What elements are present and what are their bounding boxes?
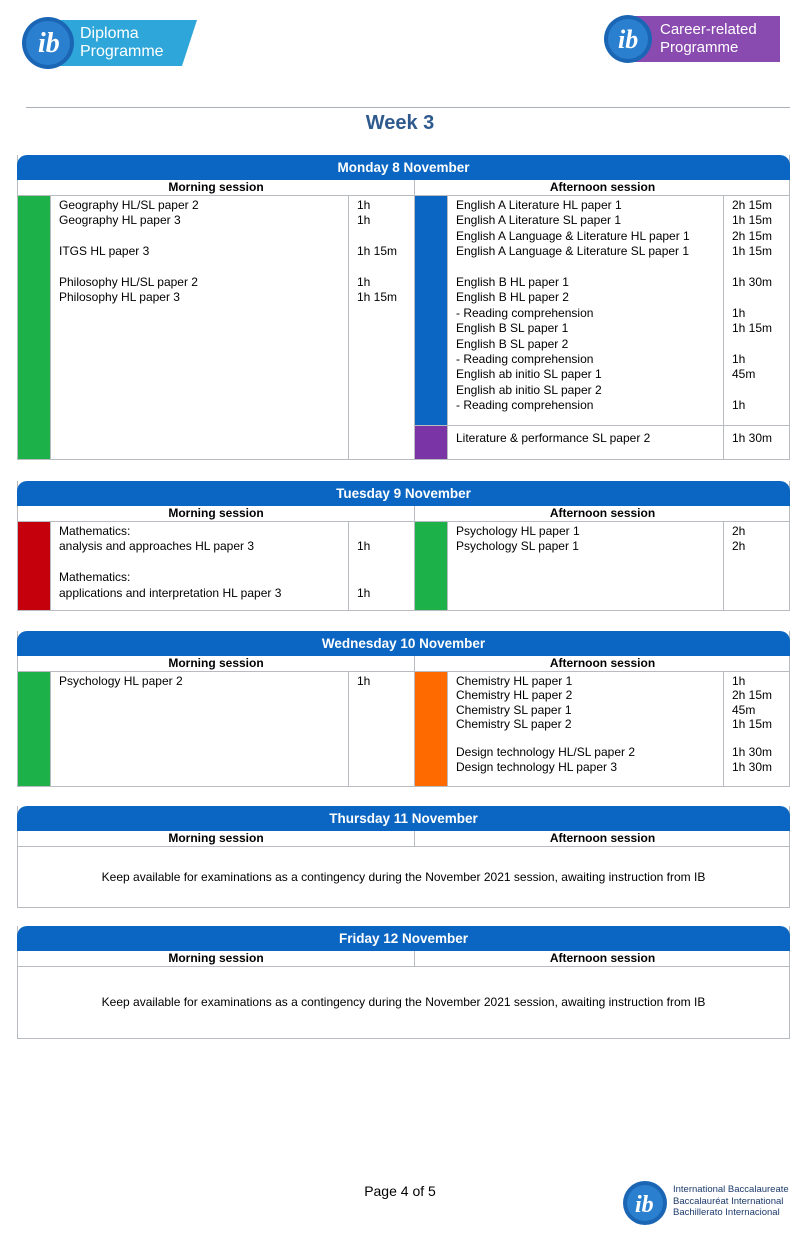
- day-table-wednesday: [17, 631, 790, 787]
- exam-duration: [357, 524, 414, 539]
- subjects-cell: [51, 196, 349, 459]
- exam-subject: English A Language & Literature HL paper 1: [456, 228, 690, 243]
- exam-duration: 1h: [357, 198, 371, 212]
- exam-duration: 1h 15m: [732, 213, 773, 228]
- session-row: [18, 656, 789, 672]
- exam-duration: [732, 260, 789, 275]
- day-body: [18, 522, 789, 610]
- footer-line-es: Bachillerato Internacional: [673, 1207, 780, 1218]
- day-table-thursday: [17, 806, 790, 908]
- exam-subject: Mathematics:: [59, 570, 131, 585]
- exam-subject: Psychology HL paper 2: [59, 674, 183, 688]
- exam-subject: - Reading comprehension: [456, 398, 594, 413]
- exam-duration: 1h 15m: [357, 244, 398, 259]
- exam-subject: analysis and approaches HL paper 3: [59, 539, 255, 554]
- exam-subject: Design technology HL/SL paper 2: [456, 745, 636, 760]
- svg-text:ib: ib: [618, 25, 639, 54]
- durations-cell: [349, 522, 414, 610]
- subject-group-color-bar: [18, 196, 51, 459]
- diploma-logo-line1: Diploma: [80, 25, 139, 42]
- exam-duration: 1h: [357, 274, 371, 289]
- exam-duration: 1h 15m: [357, 290, 398, 305]
- exam-subject: English A Language & Literature SL paper 1: [456, 244, 690, 259]
- day-body: [18, 672, 789, 786]
- session-row: [18, 180, 789, 196]
- durations-cell: [349, 196, 414, 459]
- morning-session-label: Morning session: [18, 656, 415, 671]
- exam-subject: Psychology HL paper 1: [456, 524, 580, 538]
- afternoon-column: [415, 522, 789, 610]
- exam-subject: Mathematics:: [59, 524, 131, 538]
- afternoon-column: [415, 196, 789, 459]
- exam-subject: [456, 260, 723, 275]
- exam-subject: Chemistry SL paper 2: [456, 716, 572, 731]
- subjects-cell: [448, 672, 724, 786]
- exam-group: [18, 522, 414, 610]
- day-header-monday: Monday 8 November: [17, 155, 790, 180]
- career-logo-line2: Programme: [660, 39, 739, 56]
- svg-text:ib: ib: [635, 1192, 654, 1218]
- morning-session-label: Morning session: [18, 951, 415, 966]
- exam-subject: Chemistry HL paper 2: [456, 688, 573, 703]
- exam-duration: 1h 30m: [732, 759, 773, 774]
- exam-subject: [59, 260, 348, 275]
- exam-duration: [357, 260, 414, 275]
- exam-subject: [59, 229, 348, 244]
- exam-subject: - Reading comprehension: [456, 351, 594, 366]
- exam-subject: English ab initio SL paper 2: [456, 382, 602, 397]
- exam-subject: Chemistry HL paper 1: [456, 674, 573, 688]
- durations-cell: [724, 522, 789, 610]
- morning-session-label: Morning session: [18, 180, 415, 195]
- exam-duration: 1h 15m: [732, 244, 773, 259]
- exam-subject: Geography HL/SL paper 2: [59, 198, 199, 212]
- durations-cell: [724, 196, 789, 425]
- ib-emblem-icon: [622, 1180, 668, 1226]
- exam-subject: - Reading comprehension: [456, 305, 594, 320]
- exam-duration: 1h 30m: [732, 745, 773, 760]
- subjects-cell: [448, 426, 724, 459]
- exam-duration: 1h: [357, 585, 371, 600]
- subject-group-color-bar: [415, 672, 448, 786]
- exam-duration: [357, 229, 414, 244]
- exam-subject: English A Literature HL paper 1: [456, 198, 622, 212]
- durations-cell: [724, 426, 789, 459]
- subject-group-color-bar: [18, 522, 51, 610]
- subject-group-color-bar: [415, 522, 448, 610]
- day-header-friday: Friday 12 November: [17, 926, 790, 951]
- morning-session-label: Morning session: [18, 831, 415, 846]
- page-number: Page 4 of 5: [364, 1183, 436, 1199]
- exam-group: [415, 196, 789, 425]
- diploma-programme-logo: [22, 14, 202, 72]
- diploma-logo-line2: Programme: [80, 43, 164, 60]
- header-divider: [26, 107, 790, 108]
- afternoon-session-label: Afternoon session: [549, 831, 656, 845]
- exam-subject: English ab initio SL paper 1: [456, 367, 602, 382]
- afternoon-session-label: Afternoon session: [549, 506, 656, 520]
- exam-subject: Literature & performance SL paper 2: [456, 431, 651, 445]
- contingency-notice: Keep available for examinations as a contingency during the November 2021 session, awaiting instruction from IB: [101, 995, 706, 1009]
- exam-duration: 1h 15m: [732, 321, 773, 336]
- durations-cell: [349, 672, 414, 786]
- session-row: [18, 831, 789, 847]
- afternoon-session-label: Afternoon session: [549, 951, 656, 965]
- exam-duration: 45m: [732, 367, 756, 382]
- exam-duration: 1h: [357, 213, 371, 228]
- career-related-programme-logo: [604, 14, 784, 64]
- ib-footer-logo: [622, 1180, 789, 1231]
- subjects-cell: [51, 522, 349, 610]
- exam-duration: 1h 30m: [732, 431, 773, 445]
- afternoon-column: [415, 672, 789, 786]
- exam-duration: 2h: [732, 539, 746, 554]
- exam-group: [18, 672, 414, 786]
- exam-subject: ITGS HL paper 3: [59, 244, 150, 259]
- exam-subject: English B SL paper 2: [456, 336, 569, 351]
- svg-text:ib: ib: [38, 28, 60, 59]
- page-title: Week 3: [365, 112, 435, 134]
- subject-group-color-bar: [415, 196, 448, 425]
- exam-group: [415, 522, 789, 610]
- subject-group-color-bar: [18, 672, 51, 786]
- exam-subject: applications and interpretation HL paper 3: [59, 585, 282, 600]
- day-table-monday: [17, 155, 790, 460]
- footer-line-fr: Baccalauréat International: [673, 1195, 784, 1207]
- subject-group-color-bar: [415, 426, 448, 459]
- exam-subject: Psychology SL paper 1: [456, 539, 579, 554]
- exam-duration: 2h 15m: [732, 688, 773, 703]
- afternoon-session-label: Afternoon session: [549, 180, 656, 194]
- contingency-notice: Keep available for examinations as a contingency during the November 2021 session, awaiting instruction from IB: [101, 870, 706, 884]
- exam-duration: 1h: [357, 674, 371, 688]
- exam-subject: [456, 731, 723, 745]
- day-table-tuesday: [17, 481, 790, 611]
- exam-group: [415, 425, 789, 459]
- afternoon-session-label: Afternoon session: [549, 656, 656, 670]
- exam-duration: [732, 731, 789, 745]
- exam-subject: English A Literature SL paper 1: [456, 213, 621, 228]
- footer-line-en: International Baccalaureate: [673, 1184, 789, 1195]
- exam-group: [415, 672, 789, 786]
- exam-group: [18, 196, 414, 459]
- subjects-cell: [448, 196, 724, 425]
- exam-duration: 2h: [732, 524, 746, 538]
- morning-column: [18, 522, 415, 610]
- morning-column: [18, 672, 415, 786]
- exam-duration: 1h 15m: [732, 716, 773, 731]
- session-row: [18, 951, 789, 967]
- exam-duration: 1h: [732, 351, 746, 366]
- career-logo-line1: Career-related: [660, 21, 757, 38]
- exam-duration: [732, 383, 789, 398]
- morning-session-label: Morning session: [18, 506, 415, 521]
- exam-subject: Philosophy HL paper 3: [59, 290, 180, 305]
- exam-duration: 1h: [357, 539, 371, 554]
- exam-duration: [732, 290, 789, 305]
- day-header-thursday: Thursday 11 November: [17, 806, 790, 831]
- exam-subject: [59, 555, 348, 570]
- exam-subject: English B SL paper 1: [456, 321, 569, 336]
- exam-duration: 45m: [732, 702, 756, 717]
- exam-duration: 2h 15m: [732, 228, 773, 243]
- exam-subject: English B HL paper 1: [456, 274, 569, 289]
- morning-column: [18, 196, 415, 459]
- exam-duration: 1h 30m: [732, 274, 773, 289]
- exam-subject: English B HL paper 2: [456, 290, 569, 305]
- exam-duration: 2h 15m: [732, 198, 773, 212]
- page-header: [0, 0, 800, 100]
- day-table-friday: [17, 926, 790, 1039]
- ib-footer-text: [673, 1184, 789, 1219]
- day-body: [18, 196, 789, 459]
- session-row: [18, 506, 789, 522]
- subjects-cell: [51, 672, 349, 786]
- exam-duration: 1h: [732, 305, 746, 320]
- exam-duration: [732, 337, 789, 352]
- exam-subject: Design technology HL paper 3: [456, 759, 617, 774]
- exam-subject: Geography HL paper 3: [59, 213, 181, 228]
- subjects-cell: [448, 522, 724, 610]
- exam-subject: Chemistry SL paper 1: [456, 702, 572, 717]
- exam-duration: [357, 570, 414, 585]
- day-header-tuesday: Tuesday 9 November: [17, 481, 790, 506]
- durations-cell: [724, 672, 789, 786]
- exam-duration: [357, 555, 414, 570]
- exam-duration: 1h: [732, 398, 746, 413]
- exam-subject: Philosophy HL/SL paper 2: [59, 274, 198, 289]
- day-header-wednesday: Wednesday 10 November: [17, 631, 790, 656]
- exam-duration: 1h: [732, 674, 746, 688]
